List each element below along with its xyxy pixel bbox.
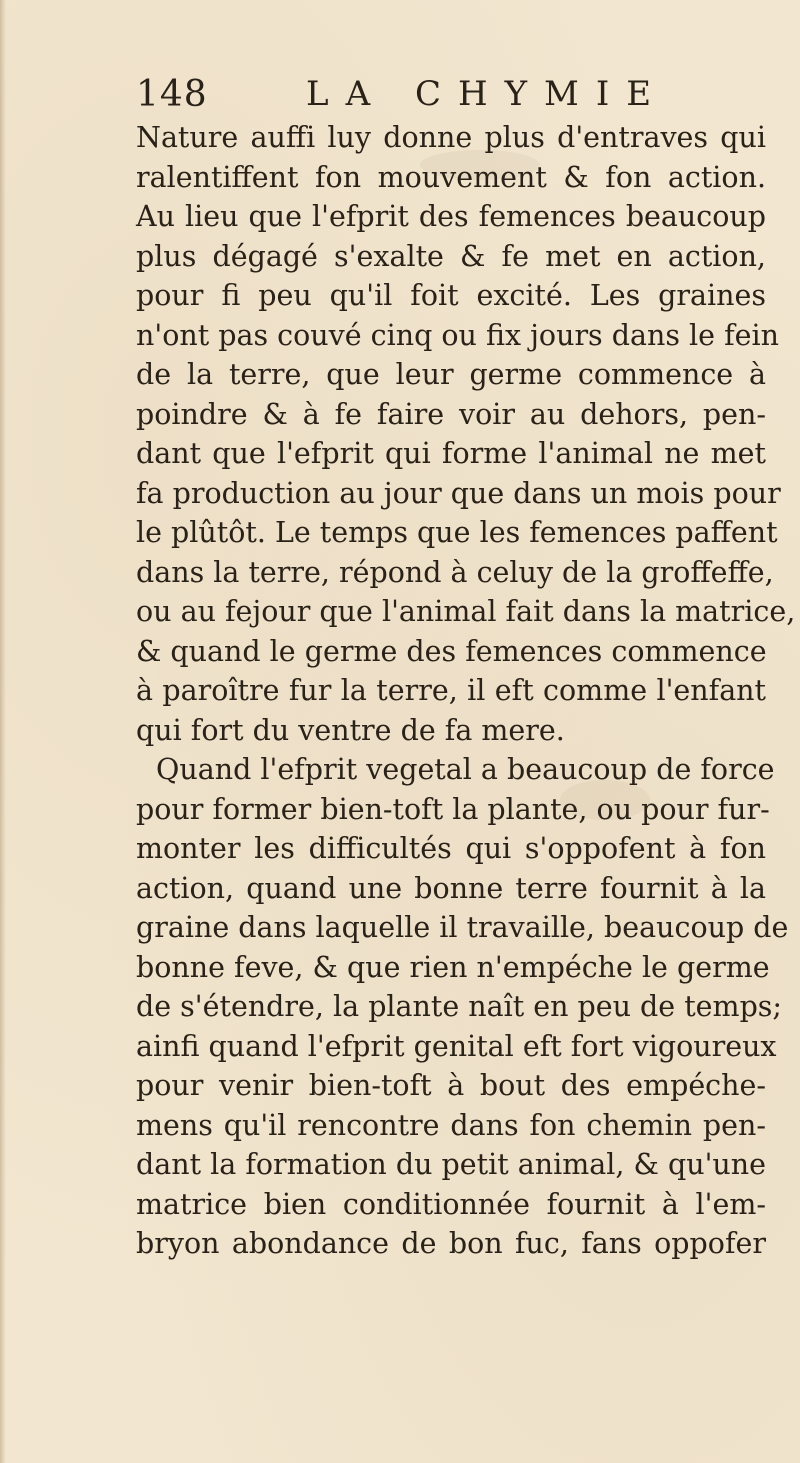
page-edge-shadow [0,0,6,1463]
text-line: plus dégagé s'exalte & fe met en action, [136,239,766,273]
text-line: ou au fejour que l'animal fait dans la matrice, [136,595,796,628]
text-line-paragraph-start: Quand l'efprit vegetal a beaucoup de force [156,753,775,786]
text-line: dant que l'efprit qui forme l'animal ne met [136,437,766,470]
text-line: dant la formation du petit animal, & qu'une [136,1148,766,1181]
text-line: matrice bien conditionnée fournit à l'em- [136,1187,766,1221]
text-line: ralentiffent fon mouvement & fon action. [136,160,766,194]
text-line: de la terre, que leur germe commence à [136,358,766,391]
text-line: dans la terre, répond à celuy de la groffeffe, [136,555,774,589]
text-line: de s'étendre, la plante naît en peu de temps; [136,990,783,1023]
text-line: le plûtôt. Le temps que les femences paffent [136,516,778,549]
text-line: mens qu'il rencontre dans fon chemin pen- [136,1108,766,1142]
text-line: pour venir bien-toft à bout des empéche- [136,1069,766,1102]
body-text [136,118,796,1264]
text-line: poindre & à fe faire voir au dehors, pen- [136,397,766,431]
text-line: bonne feve, & que rien n'empéche le germe [136,950,770,984]
text-line: Au lieu que l'efprit des femences beaucoup [136,200,766,233]
text-line: ainfi quand l'efprit genital eft fort vigoureux [136,1029,777,1063]
text-line: fa production au jour que dans un mois pour [136,476,781,510]
text-line: pour fi peu qu'il foit excité. Les graines [136,279,766,312]
text-line: action, quand une bonne terre fournit à la [136,871,766,905]
text-line: n'ont pas couvé cinq ou fix jours dans le fein [136,318,779,352]
page-header [136,74,669,124]
page-number: 148 [136,74,208,115]
text-line: monter les difficultés qui s'oppofent à fon [136,832,766,865]
running-head: LA CHYMIE [306,74,669,114]
text-line: à paroître fur la terre, il eft comme l'enfant [136,674,766,707]
text-line: & quand le germe des femences commence [136,634,767,668]
text-line: bryon abondance de bon fuc, fans oppofer [136,1227,766,1260]
text-line-paragraph-end: qui fort du ventre de fa mere. [136,713,565,747]
text-line: pour former bien-toft la plante, ou pour fur- [136,792,770,826]
text-line: Nature auffi luy donne plus d'entraves qui [136,121,766,154]
text-line: graine dans laquelle il travaille, beaucoup de [136,911,789,944]
